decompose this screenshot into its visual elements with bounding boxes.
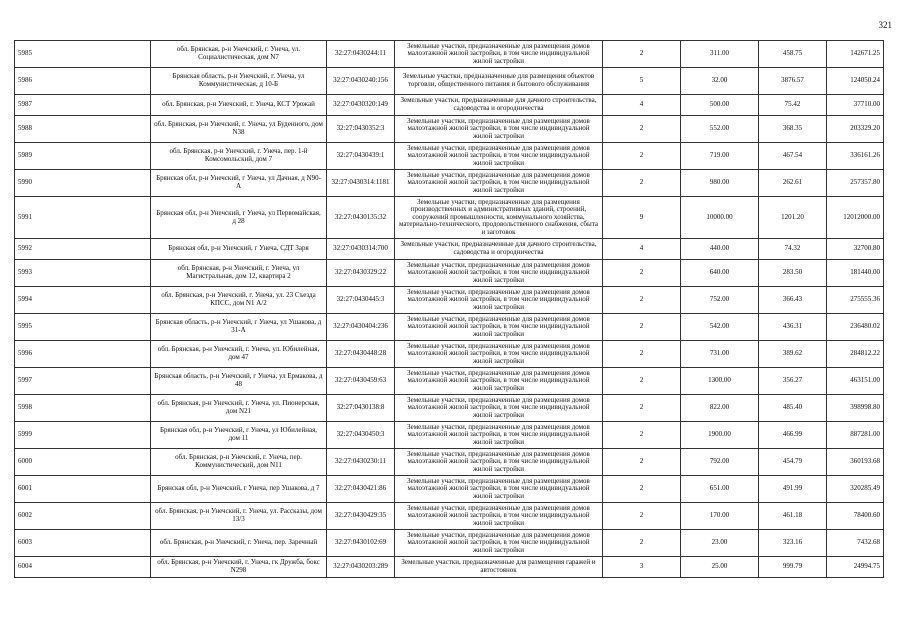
cadastral-number-cell: 32:27:0430445:3 [327,287,395,314]
group-cell: 2 [603,170,681,197]
cadastral-value-cell: 203329.20 [827,116,884,143]
land-use-cell: Земельные участки, предназначенные для размещения домов малоэтажной жилой застройки, в том числе индивидуальной жилой застройки [395,476,603,503]
address-cell: обл. Брянская, р-н Унечский, г. Унеча, ул. Социалистическая, дом N7 [151,41,327,68]
table-row [15,41,884,68]
address-cell: Брянская область, р-н Унечский, г Унеча, ул Ушакова, д 31-А [151,314,327,341]
cadastral-number-cell: 32:27:0430429:35 [327,503,395,530]
row-number-cell: 5999 [15,422,151,449]
row-number-cell: 5997 [15,368,151,395]
cadastral-number-cell: 32:27:0430102:69 [327,530,395,557]
area-cell: 552.00 [681,116,759,143]
table-row [15,395,884,422]
unit-value-cell: 458.75 [759,41,827,68]
unit-value-cell: 461.18 [759,503,827,530]
area-cell: 10000.00 [681,197,759,239]
land-use-cell: Земельные участки, предназначенные для размещения производственных и административных зданий, строений, сооружений промышленности, коммунального хозяйства, материально-технического, продовольственного снабжения, сбыта и заготовок [395,197,603,239]
land-use-cell: Земельные участки, предназначенные для размещения домов малоэтажной жилой застройки, в том числе индивидуальной жилой застройки [395,422,603,449]
area-cell: 719.00 [681,143,759,170]
table-row [15,476,884,503]
unit-value-cell: 323.16 [759,530,827,557]
cadastral-value-cell: 887281.00 [827,422,884,449]
row-number-cell: 5992 [15,239,151,260]
row-number-cell: 5995 [15,314,151,341]
row-number-cell: 5996 [15,341,151,368]
group-cell: 2 [603,530,681,557]
unit-value-cell: 283.50 [759,260,827,287]
cadastral-number-cell: 32:27:0430459:63 [327,368,395,395]
unit-value-cell: 3876.57 [759,68,827,95]
table-row [15,260,884,287]
cadastral-number-cell: 32:27:0430135:32 [327,197,395,239]
area-cell: 822.00 [681,395,759,422]
row-number-cell: 5994 [15,287,151,314]
group-cell: 2 [603,260,681,287]
address-cell: Брянская обл, р-н Унечский, г Унеча, ул Дачная, д N90-А [151,170,327,197]
cadastral-number-cell: 32:27:0430404:236 [327,314,395,341]
cadastral-number-cell: 32:27:0430329:22 [327,260,395,287]
group-cell: 2 [603,503,681,530]
area-cell: 1900.00 [681,422,759,449]
unit-value-cell: 368.35 [759,116,827,143]
group-cell: 9 [603,197,681,239]
group-cell: 2 [603,143,681,170]
cadastral-value-cell: 320285.49 [827,476,884,503]
address-cell: обл. Брянская, р-н Унечский, г. Унеча, КСТ Урожай [151,95,327,116]
area-cell: 25.00 [681,557,759,578]
unit-value-cell: 356.27 [759,368,827,395]
land-use-cell: Земельные участки, предназначенные для дачного строительства, садоводства и огородничества [395,95,603,116]
cadastral-value-cell: 142671.25 [827,41,884,68]
row-number-cell: 5991 [15,197,151,239]
cadastral-value-cell: 257357.80 [827,170,884,197]
table-row [15,197,884,239]
row-number-cell: 6004 [15,557,151,578]
address-cell: обл. Брянская, р-н Унечский, г. Унеча, гк Дружба, бокс N298 [151,557,327,578]
land-use-cell: Земельные участки, предназначенные для размещения домов малоэтажной жилой застройки, в том числе индивидуальной жилой застройки [395,41,603,68]
cadastral-number-cell: 32:27:0430421:86 [327,476,395,503]
unit-value-cell: 491.99 [759,476,827,503]
unit-value-cell: 467.54 [759,143,827,170]
table-body [15,41,884,578]
table-row [15,314,884,341]
address-cell: обл. Брянская, р-н Унечский, г. Унеча, пер. Коммунистический, дом N11 [151,449,327,476]
land-use-cell: Земельные участки, предназначенные для размещения домов малоэтажной жилой застройки, в том числе индивидуальной жилой застройки [395,143,603,170]
land-use-cell: Земельные участки, предназначенные для размещения домов малоэтажной жилой застройки, в том числе индивидуальной жилой застройки [395,449,603,476]
area-cell: 440.00 [681,239,759,260]
address-cell: Брянская обл, р-н Унечский, г Унеча, ул Юбилейная, дом 11 [151,422,327,449]
land-use-cell: Земельные участки, предназначенные для размещения домов малоэтажной жилой застройки, в том числе индивидуальной жилой застройки [395,116,603,143]
table-row [15,557,884,578]
row-number-cell: 5990 [15,170,151,197]
land-use-cell: Земельные участки, предназначенные для размещения домов малоэтажной жилой застройки, в том числе индивидуальной жилой застройки [395,170,603,197]
group-cell: 2 [603,368,681,395]
land-use-cell: Земельные участки, предназначенные для размещения объектов торговли, общественного питания и бытового обслуживания [395,68,603,95]
cadastral-value-cell: 32700.80 [827,239,884,260]
area-cell: 311.00 [681,41,759,68]
cadastral-number-cell: 32:27:0430138:8 [327,395,395,422]
land-use-cell: Земельные участки, предназначенные для размещения гаражей и автостоянок [395,557,603,578]
land-use-cell: Земельные участки, предназначенные для размещения домов малоэтажной жилой застройки, в том числе индивидуальной жилой застройки [395,503,603,530]
table-row [15,422,884,449]
table-row [15,95,884,116]
group-cell: 3 [603,557,681,578]
address-cell: обл. Брянская, р-н Унечский, г. Унеча, ул Магистральная, дом 12, квартира 2 [151,260,327,287]
cadastral-value-cell: 181440.00 [827,260,884,287]
unit-value-cell: 454.79 [759,449,827,476]
area-cell: 32.00 [681,68,759,95]
row-number-cell: 5993 [15,260,151,287]
row-number-cell: 6000 [15,449,151,476]
address-cell: обл. Брянская, р-н Унечский, г. Унеча, пер. Заречный [151,530,327,557]
cadastral-value-cell: 12012000.00 [827,197,884,239]
address-cell: Брянская область, р-н Унечский, г. Унеча, ул Коммунистическая, д 10-Б [151,68,327,95]
area-cell: 792.00 [681,449,759,476]
cadastral-number-cell: 32:27:0430244:11 [327,41,395,68]
group-cell: 2 [603,314,681,341]
cadastral-value-cell: 463151.00 [827,368,884,395]
group-cell: 2 [603,41,681,68]
unit-value-cell: 389.62 [759,341,827,368]
land-registry-table [14,40,884,578]
table-row [15,239,884,260]
land-use-cell: Земельные участки, предназначенные для размещения домов малоэтажной жилой застройки, в том числе индивидуальной жилой застройки [395,260,603,287]
cadastral-value-cell: 37710.00 [827,95,884,116]
address-cell: обл. Брянская, р-н Унечский, г. Унеча, ул. Рассказы, дом 13/3 [151,503,327,530]
cadastral-value-cell: 398998.80 [827,395,884,422]
table-row [15,170,884,197]
area-cell: 23.00 [681,530,759,557]
table-row [15,503,884,530]
cadastral-number-cell: 32:27:0430230:11 [327,449,395,476]
unit-value-cell: 262.61 [759,170,827,197]
cadastral-number-cell: 32:27:0430314:700 [327,239,395,260]
cadastral-value-cell: 236480.02 [827,314,884,341]
cadastral-number-cell: 32:27:0430240:156 [327,68,395,95]
group-cell: 2 [603,449,681,476]
row-number-cell: 6003 [15,530,151,557]
cadastral-number-cell: 32:27:0430439:1 [327,143,395,170]
row-number-cell: 6002 [15,503,151,530]
row-number-cell: 5986 [15,68,151,95]
row-number-cell: 5987 [15,95,151,116]
area-cell: 640.00 [681,260,759,287]
table-row [15,143,884,170]
address-cell: Брянская обл, р-н Унечский, г Унеча, СДТ Заря [151,239,327,260]
area-cell: 752.00 [681,287,759,314]
group-cell: 5 [603,68,681,95]
address-cell: Брянская область, р-н Унечский, г Унеча, ул Ермакова, д 48 [151,368,327,395]
unit-value-cell: 485.40 [759,395,827,422]
row-number-cell: 5989 [15,143,151,170]
row-number-cell: 5985 [15,41,151,68]
cadastral-value-cell: 24994.75 [827,557,884,578]
table-row [15,287,884,314]
group-cell: 2 [603,476,681,503]
cadastral-value-cell: 336161.26 [827,143,884,170]
group-cell: 2 [603,116,681,143]
area-cell: 980.00 [681,170,759,197]
table-row [15,341,884,368]
cadastral-value-cell: 78400.60 [827,503,884,530]
group-cell: 2 [603,422,681,449]
cadastral-value-cell: 360193.68 [827,449,884,476]
row-number-cell: 6001 [15,476,151,503]
cadastral-number-cell: 32:27:0430352:3 [327,116,395,143]
table-row [15,449,884,476]
area-cell: 651.00 [681,476,759,503]
address-cell: обл. Брянская, р-н Унечский, г. Унеча, ул. Пионерская, дом N21 [151,395,327,422]
unit-value-cell: 466.99 [759,422,827,449]
cadastral-value-cell: 275555.36 [827,287,884,314]
area-cell: 542.00 [681,314,759,341]
land-use-cell: Земельные участки, предназначенные для размещения домов малоэтажной жилой застройки, в том числе индивидуальной жилой застройки [395,314,603,341]
group-cell: 2 [603,341,681,368]
unit-value-cell: 74.32 [759,239,827,260]
group-cell: 4 [603,95,681,116]
land-use-cell: Земельные участки, предназначенные для размещения домов малоэтажной жилой застройки, в том числе индивидуальной жилой застройки [395,395,603,422]
land-use-cell: Земельные участки, предназначенные для размещения домов малоэтажной жилой застройки, в том числе индивидуальной жилой застройки [395,287,603,314]
area-cell: 731.00 [681,341,759,368]
table-row [15,530,884,557]
table-row [15,68,884,95]
cadastral-number-cell: 32:27:0430320:149 [327,95,395,116]
group-cell: 2 [603,395,681,422]
land-use-cell: Земельные участки, предназначенные для размещения домов малоэтажной жилой застройки, в том числе индивидуальной жилой застройки [395,368,603,395]
group-cell: 4 [603,239,681,260]
unit-value-cell: 436.31 [759,314,827,341]
cadastral-number-cell: 32:27:0430448:28 [327,341,395,368]
table-row [15,116,884,143]
unit-value-cell: 1201.20 [759,197,827,239]
address-cell: Брянская обл, р-н Унечский, г Унеча, ул Первомайская, д 28 [151,197,327,239]
area-cell: 500.00 [681,95,759,116]
cadastral-number-cell: 32:27:0430450:3 [327,422,395,449]
row-number-cell: 5988 [15,116,151,143]
cadastral-value-cell: 124050.24 [827,68,884,95]
unit-value-cell: 999.79 [759,557,827,578]
address-cell: обл. Брянская, р-н Унечский, г. Унеча, ул Буденного, дом N38 [151,116,327,143]
cadastral-value-cell: 284812.22 [827,341,884,368]
cadastral-value-cell: 7432.68 [827,530,884,557]
address-cell: обл. Брянская, р-н Унечский, г. Унеча, ул. 23 Съезда КПСС, дом N1 А/2 [151,287,327,314]
address-cell: Брянская обл, р-н Унечский, г Унеча, пер Ушакова, д 7 [151,476,327,503]
address-cell: обл. Брянская, р-н Унечский, г. Унеча, пер. 1-й Комсомольский, дом 7 [151,143,327,170]
address-cell: обл. Брянская, р-н Унечский, г. Унеча, ул. Юбилейная, дом 47 [151,341,327,368]
cadastral-number-cell: 32:27:0430314:1181 [327,170,395,197]
area-cell: 170.00 [681,503,759,530]
table-row [15,368,884,395]
unit-value-cell: 366.43 [759,287,827,314]
row-number-cell: 5998 [15,395,151,422]
group-cell: 2 [603,287,681,314]
area-cell: 1300.00 [681,368,759,395]
land-use-cell: Земельные участки, предназначенные для размещения домов малоэтажной жилой застройки, в том числе индивидуальной жилой застройки [395,341,603,368]
land-use-cell: Земельные участки, предназначенные для дачного строительства, садоводства и огородничества [395,239,603,260]
page-number: 321 [878,20,892,30]
cadastral-number-cell: 32:27:0430203:289 [327,557,395,578]
unit-value-cell: 75.42 [759,95,827,116]
land-use-cell: Земельные участки, предназначенные для размещения домов малоэтажной жилой застройки, в том числе индивидуальной жилой застройки [395,530,603,557]
